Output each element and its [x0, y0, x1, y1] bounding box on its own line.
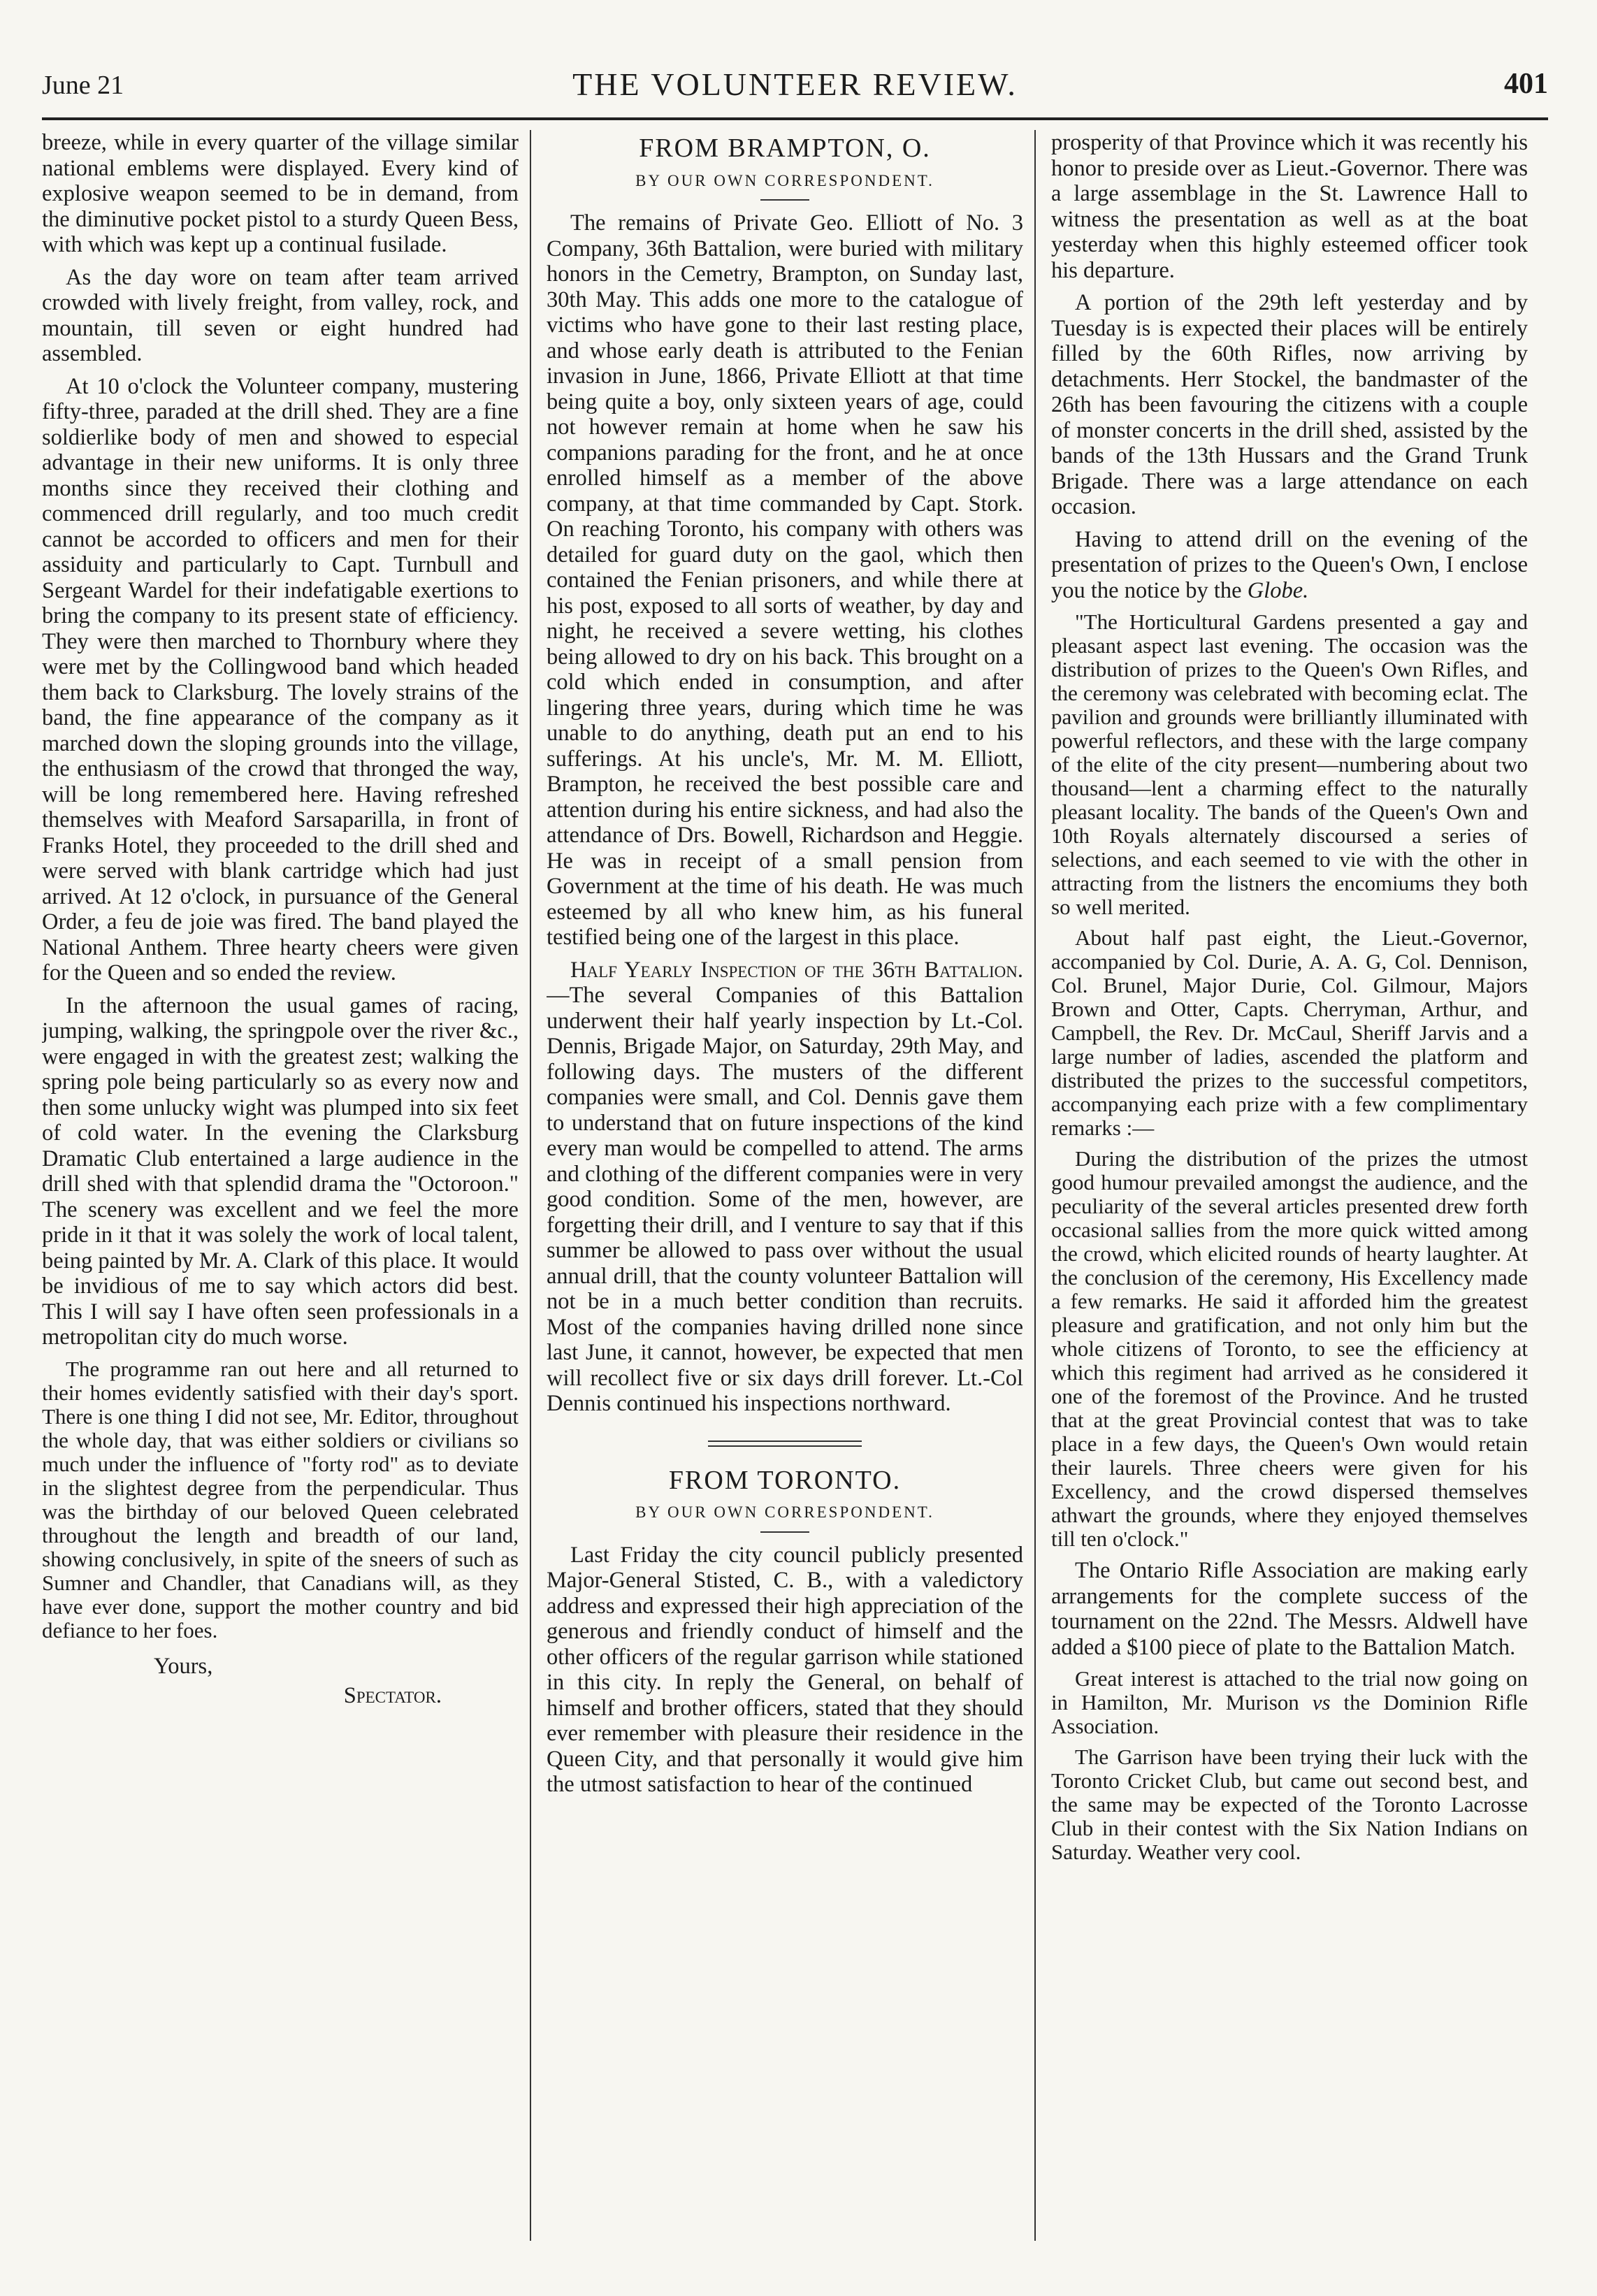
section-divider	[708, 1441, 862, 1447]
section-heading: FROM BRAMPTON, O.	[639, 133, 931, 163]
newspaper-name: Globe.	[1247, 577, 1309, 603]
newspaper-title: THE VOLUNTEER REVIEW.	[572, 66, 1018, 102]
column-divider	[1034, 130, 1036, 2241]
paragraph: prosperity of that Province which it was recently his honor to preside over as Lieut.-Governor. There was a large assemblage in the St. Lawrence Hall to witness the presentation as well as at the boat yesterday when this highly esteemed officer took his departure.	[1051, 130, 1528, 283]
paragraph: A portion of the 29th left yesterday and by Tuesday is is expected their places will be entirely filled by the 60th Rifles, now arriving by detachments. Herr Stockel, the bandmaster of the 26th has been favouring the citizens with a couple of monster concerts in the drill shed, assisted by the bands of the 13th Hussars and the Grand Trunk Brigade. There was a large attendance on each occasion.	[1051, 290, 1528, 519]
author-signature: Spectator.	[343, 1683, 442, 1708]
issue-date: June 21	[42, 71, 124, 100]
paragraph: The Garrison have been trying their luck with the Toronto Cricket Club, but came out second best, and the same may be expected of the Toronto Lacrosse Club in their contest with the Six Nation Indians on Saturday. Weather very cool.	[1051, 1745, 1528, 1864]
paragraph-lead: Half Yearly Inspection of the 36th Battalion.	[570, 957, 1023, 983]
column-3	[1051, 130, 1528, 2262]
column-1	[42, 130, 519, 2262]
versus-abbrev: vs	[1312, 1690, 1331, 1714]
paragraph: In the afternoon the usual games of racing, jumping, walking, the springpole over the river &c., were engaged in with the greatest zest; walking the spring pole being particularly so as every now and then some unlucky wight was plumped into six feet of cold water. In the evening the Clarksburg Dramatic Club entertained a large audience in the drill shed with that splendid drama the "Octoroon." The scenery was excellent and we feel the more pride in it that it was solely the work of local talent, being painted by Mr. A. Clark of this place. It would be invidious of me to say which actors did best. This I will say I have often seen professionals in a metropolitan city do much worse.	[42, 992, 519, 1350]
signoff: Yours,	[154, 1653, 213, 1679]
byline: BY OUR OWN CORRESPONDENT.	[635, 1503, 934, 1521]
page-number: 401	[1504, 68, 1548, 100]
paragraph-text: the Dominion Rifle Association.	[1051, 1690, 1528, 1738]
paragraph: The Ontario Rifle Association are making early arrangements for the complete success of the tournament on the 22nd. The Messrs. Aldwell have added a $100 piece of plate to the Battalion Match.	[1051, 1558, 1528, 1660]
column-2	[547, 130, 1023, 2262]
column-divider	[530, 130, 531, 2241]
paragraph	[1051, 1667, 1528, 1738]
paragraph-text: Having to attend drill on the evening of the presentation of prizes to the Queen's Own, I enclose you the notice by the	[1051, 526, 1528, 603]
paragraph: The remains of Private Geo. Elliott of No. 3 Company, 36th Battalion, were buried with military honors in the Cemetry, Brampton, on Sunday last, 30th May. This adds one more to the catalogue of victims who have gone to their last resting place, and whose early death is attributed to the Fenian invasion in June, 1866, Private Elliott at that time being quite a boy, only sixteen years of age, could not however remain at home when he saw his companions parading for the front, and he at once enrolled himself as a member of the above company, at that time commanded by Capt. Stork. On reaching Toronto, his company with others was detailed for guard duty on the gaol, which then contained the Fenian prisoners, and while there at his post, exposed to all sorts of weather, by day and night, he received a severe wetting, his clothes being allowed to dry on his back. This brought on a cold which ended in consumption, and after lingering three years, during which time he was unable to do anything, death put an end to his sufferings. At his uncle's, Mr. M. M. Elliott, Brampton, he received the best possible care and attention during his entire sickness, and had also the attendance of Drs. Bowell, Richardson and Heggie. He was in receipt of a small pension from Government at the time of his death. He was much esteemed by all who knew him, as his funeral testified being one of the largest in this place.	[547, 210, 1023, 950]
paragraph: The programme ran out here and all returned to their homes evidently satisfied with their day's sport. There is one thing I did not see, Mr. Editor, throughout the whole day, that was either soldiers or civilians so much under the influence of "forty rod" as to deviate in the slightest degree from the perpendicular. Thus was the birthday of our beloved Queen celebrated throughout the length and breadth of our land, showing conclusively, in spite of the sneers of such as Sumner and Chandler, that Canadians will, as they have ever done, support the mother country and bid defiance to her foes.	[42, 1356, 519, 1642]
divider	[760, 199, 809, 201]
paragraph	[1051, 527, 1528, 604]
paragraph-body: —The several Companies of this Battalion underwent their half yearly inspection by Lt.-Col. Dennis, Brigade Major, on Saturday, 29th May, and following days. The musters of the different companies were small, and Col. Dennis gave them to understand that on future inspections of the kind every man would be compelled to attend. The arms and clothing of the different companies were in very good condition. Some of the men, however, are forgetting their drill, and I venture to say that if this summer be allowed to pass over without the usual annual drill, that the county volunteer Battalion will not be in a much better condition than recruits. Most of the companies having drilled none since last June, it cannot, however, be expected that men will recollect five or six days drill forever. Lt.-Col Dennis continued his inspections northward.	[547, 983, 1023, 1416]
paragraph: At 10 o'clock the Volunteer company, mustering fifty-three, paraded at the drill shed. They are a fine soldierlike body of men and showed to especial advantage in their new uniforms. It is only three months since they received their clothing and commenced drill regularly, and too much credit cannot be accorded to officers and men for their assiduity and particularly to Capt. Turnbull and Sergeant Wardel for their indefatigable exertions to bring the company to its present state of efficiency. They were then marched to Thornbury where they were met by the Collingwood band which headed them back to Clarksburg. The lovely strains of the band, the fine appearance of the company as it marched down the sloping grounds into the village, the enthusiasm of the crowd that thronged the way, will be long remembered here. Having refreshed themselves with Meaford Sarsaparilla, in front of Franks Hotel, they proceeded to the drill shed and were served with blank cartridge which had just arrived. At 12 o'clock, in pursuance of the General Order, a feu de joie was fired. The band played the National Anthem. Three hearty cheers were given for the Queen and so ended the review.	[42, 373, 519, 985]
paragraph	[547, 958, 1023, 1417]
divider	[760, 1531, 809, 1533]
paragraph: As the day wore on team after team arrived crowded with lively freight, from valley, rock, and mountain, till seven or eight hundred had assembled.	[42, 264, 519, 366]
quoted-paragraph: About half past eight, the Lieut.-Governor, accompanied by Col. Durie, A. A. G, Col. Dennison, Col. Brunel, Major Durie, Col. Gilmour, Majors Brown and Otter, Capts. Cherryman, Arthur, and Campbell, the Rev. Dr. McCaul, Sheriff Jarvis and a large number of ladies, ascended the platform and distributed the prizes to the successful competitors, accompanying each prize with a few complimentary remarks :—	[1051, 925, 1528, 1140]
quoted-paragraph: "The Horticultural Gardens presented a gay and pleasant aspect last evening. The occasion was the distribution of prizes to the Queen's Own Rifles, and the ceremony was celebrated with becoming eclat. The pavilion and grounds were brilliantly illuminated with powerful reflectors, and these with the large company of the elite of the city present—numbering about two thousand—lent a charming effect to the naturally pleasant locality. The bands of the Queen's Own and 10th Royals alternately discoursed a series of selections, and each seemed to vie with the other in attracting from the listners the encomiums they both so well merited.	[1051, 609, 1528, 919]
byline: BY OUR OWN CORRESPONDENT.	[635, 171, 934, 189]
paragraph: Last Friday the city council publicly presented Major-General Stisted, C. B., with a valedictory address and expressed their high appreciation of the generous and friendly conduct of himself and the other officers of the regular garrison while stationed in this city. In reply the General, on behalf of himself and brother officers, stated that they should ever remember with pleasure their residence in the Queen City, and that personally it would give him the utmost satisfaction to hear of the continued	[547, 1542, 1023, 1797]
letter-signature	[42, 1654, 519, 1709]
quoted-paragraph: During the distribution of the prizes the utmost good humour prevailed amongst the audience, and the peculiarity of the several articles presented drew forth occasional sallies from the more quick witted among the crowd, which elicited rounds of hearty laughter. At the conclusion of the ceremony, His Excellency made a few remarks. He said it afforded him the greatest pleasure and gratification, and not only him but the whole citizens of Toronto, to see the efficiency at which this regiment had arrived as he considered it one of the foremost of the Province. And he trusted that at the great Provincial contest that was to take place in a few days, the Queen's Own would retain their laurels. Three cheers were given for his Excellency, and the crowd dispersed themselves athwart the grounds, where they enjoyed themselves till ten o'clock."	[1051, 1146, 1528, 1551]
paragraph-text: Great interest is attached to the trial now going on in Hamilton, Mr. Murison	[1051, 1666, 1528, 1714]
section-heading: FROM TORONTO.	[668, 1465, 902, 1495]
paragraph: breeze, while in every quarter of the village similar national emblems were displayed. Every kind of explosive weapon seemed to be in demand, from the diminutive pocket pistol to a sturdy Queen Bess, with which was kept up a continual fusilade.	[42, 130, 519, 257]
page-header	[42, 57, 1548, 120]
